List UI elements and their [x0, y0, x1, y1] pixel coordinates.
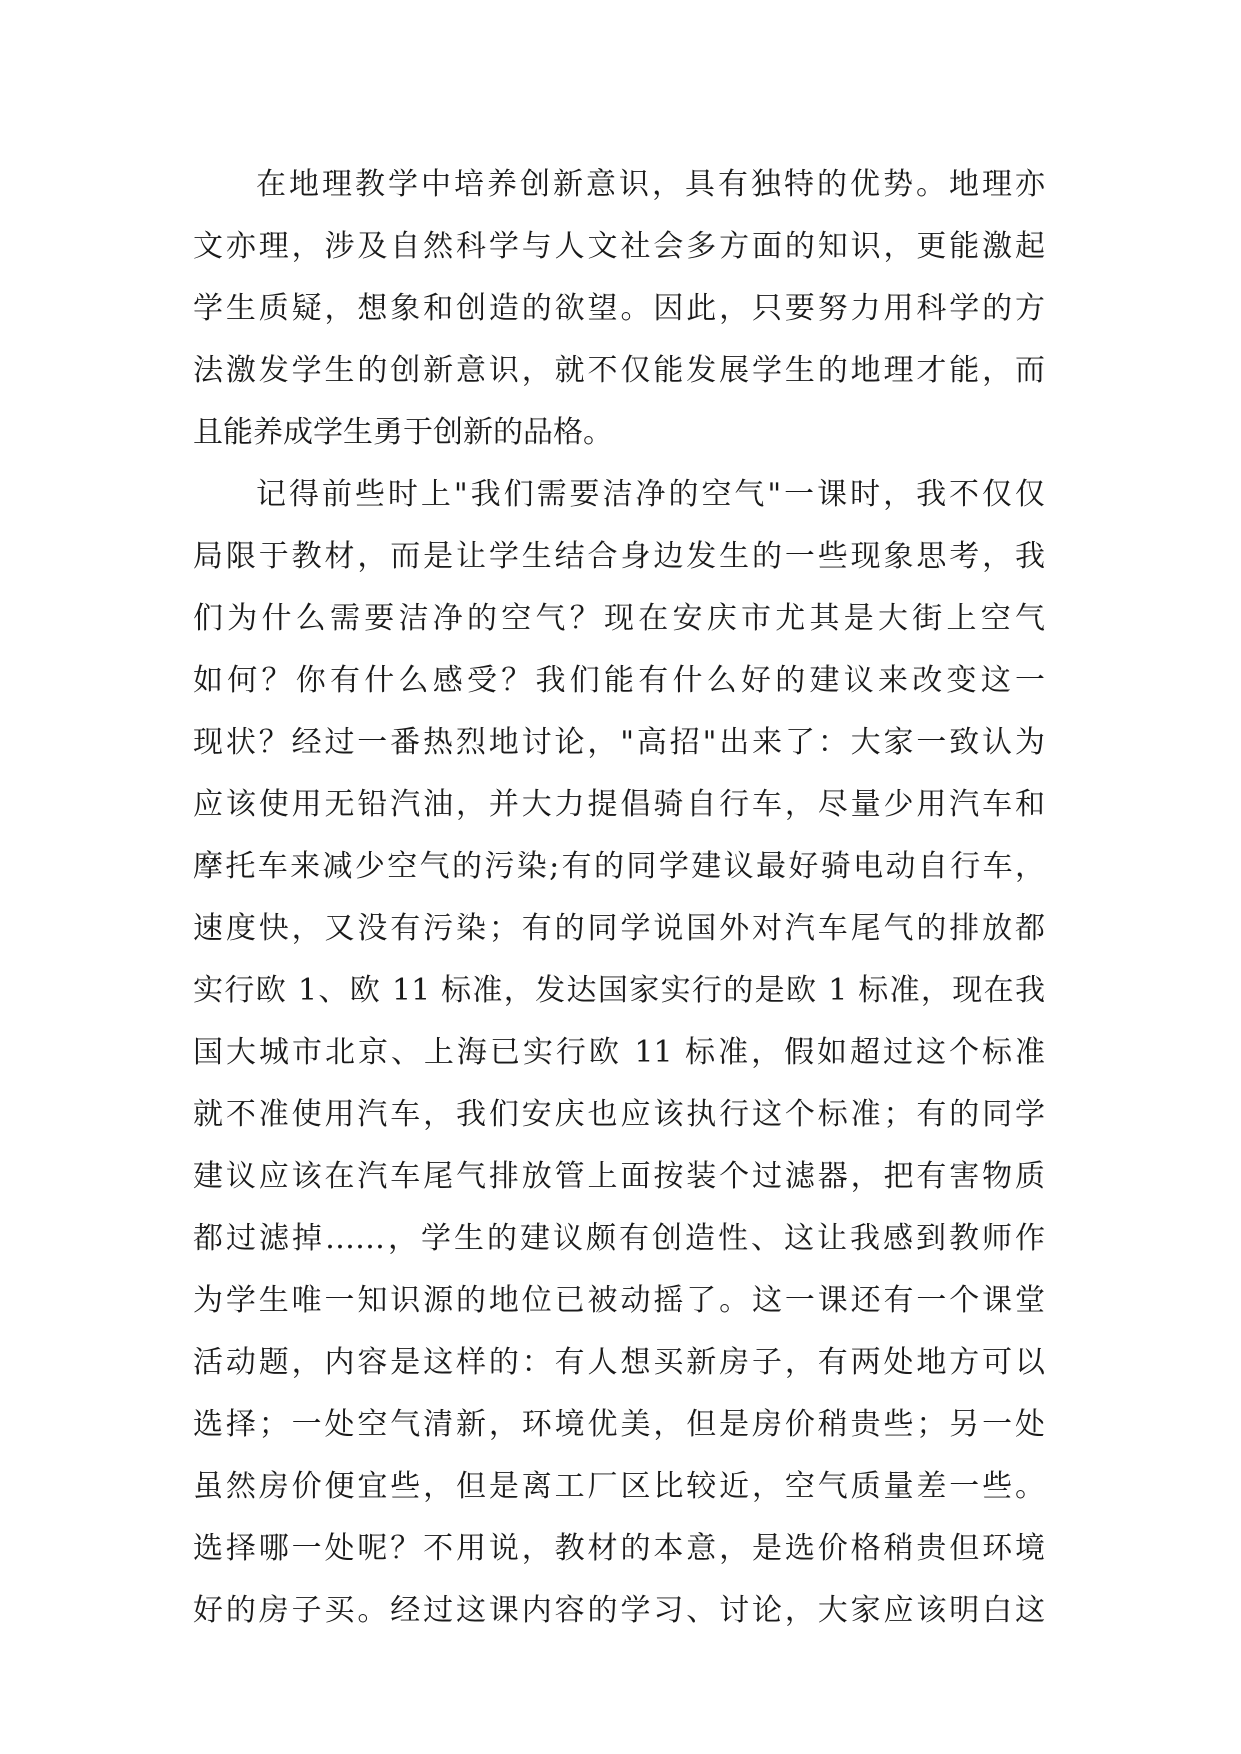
paragraph-2-line-16: 选择；一处空气清新，环境优美，但是房价稍贵些；另一处	[193, 1407, 1045, 1442]
paragraph-2-line-2: 局限于教材，而是让学生结合身边发生的一些现象思考，我	[193, 539, 1045, 574]
paragraph-2-line-19: 好的房子买。经过这课内容的学习、讨论，大家应该明白这	[193, 1593, 1045, 1628]
paragraph-2-line-3: 们为什么需要洁净的空气？现在安庆市尤其是大街上空气	[193, 601, 1045, 636]
paragraph-2-line-18: 选择哪一处呢？不用说，教材的本意，是选价格稍贵但环境	[193, 1531, 1045, 1566]
paragraph-2-line-9: 实行欧 1、欧 11 标准，发达国家实行的是欧 1 标准，现在我	[193, 973, 1045, 1008]
paragraph-2-line-14: 为学生唯一知识源的地位已被动摇了。这一课还有一个课堂	[193, 1283, 1045, 1318]
body-text	[193, 154, 1045, 1642]
paragraph-2-line-13: 都过滤掉……，学生的建议颇有创造性、这让我感到教师作	[193, 1221, 1045, 1256]
paragraph-2-line-5: 现状？经过一番热烈地讨论，"高招"出来了：大家一致认为	[193, 725, 1045, 760]
paragraph-2-line-12: 建议应该在汽车尾气排放管上面按装个过滤器，把有害物质	[193, 1159, 1045, 1194]
paragraph-1-line-5: 且能养成学生勇于创新的品格。	[193, 415, 613, 450]
paragraph-2-line-17: 虽然房价便宜些，但是离工厂区比较近，空气质量差一些。	[193, 1469, 1045, 1504]
paragraph-2-line-11: 就不准使用汽车，我们安庆也应该执行这个标准；有的同学	[193, 1097, 1045, 1132]
paragraph-2-line-8: 速度快，又没有污染；有的同学说国外对汽车尾气的排放都	[193, 911, 1045, 946]
paragraph-1-line-3: 学生质疑，想象和创造的欲望。因此，只要努力用科学的方	[193, 291, 1045, 326]
paragraph-2-line-15: 活动题，内容是这样的：有人想买新房子，有两处地方可以	[193, 1345, 1045, 1380]
paragraph-2-line-10: 国大城市北京、上海已实行欧 11 标准，假如超过这个标准	[193, 1035, 1045, 1070]
paragraph-2-line-1: 记得前些时上"我们需要洁净的空气"一课时，我不仅仅	[256, 477, 1045, 512]
paragraph-1-line-2: 文亦理，涉及自然科学与人文社会多方面的知识，更能激起	[193, 229, 1045, 264]
paragraph-2-line-7: 摩托车来减少空气的污染;有的同学建议最好骑电动自行车，	[193, 849, 1045, 884]
paragraph-1-line-4: 法激发学生的创新意识，就不仅能发展学生的地理才能，而	[193, 353, 1045, 388]
paragraph-1-line-1: 在地理教学中培养创新意识，具有独特的优势。地理亦	[256, 167, 1045, 202]
paragraph-2-line-4: 如何？你有什么感受？我们能有什么好的建议来改变这一	[193, 663, 1045, 698]
paragraph-2-line-6: 应该使用无铅汽油，并大力提倡骑自行车，尽量少用汽车和	[193, 787, 1045, 822]
